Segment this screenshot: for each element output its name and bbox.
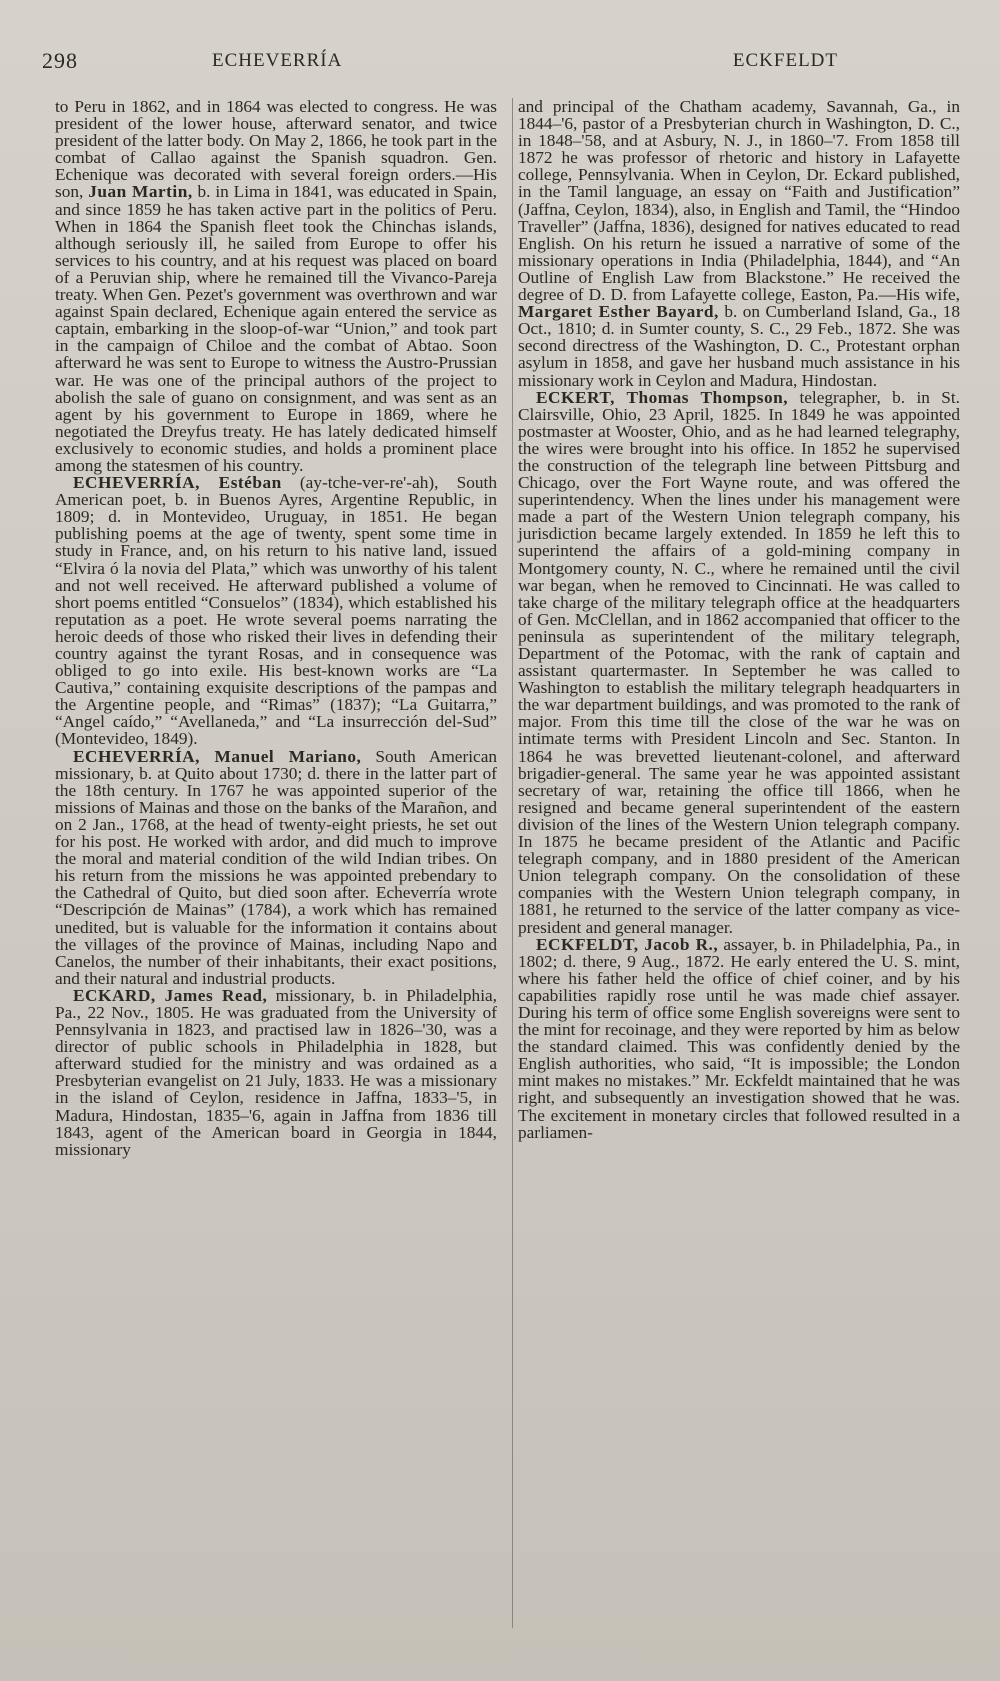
entry-text: to Peru in 1862, and in 1864 was elected to congress. He was president of the lower house, afterward senator, and twice president of the latter body. On May 2, 1866, he took part in the combat of Callao against the Spanish squadron. Gen. Echenique was decorated with several foreign orders.—His son, — [55, 97, 497, 202]
entry-echenique-continued — [55, 98, 497, 474]
entry-eckert-thomas-thompson — [518, 389, 960, 936]
entry-eckard-james-read — [55, 987, 497, 1158]
entry-headword: ECHEVERRÍA, Manuel Mariano, — [73, 746, 362, 766]
right-column — [518, 98, 960, 1141]
running-header — [42, 48, 958, 78]
entry-text: telegrapher, b. in St. Clairsville, Ohio, 23 April, 1825. In 1849 he was appointed postmaster at Wooster, Ohio, and as he had learned telegraphy, the wires were brought into his office. In 1852 he supervised the construction of the telegraph line between Pittsburg and Chicago, over the Fort Wayne route, and was offered the superintendency. When the lines under his management were made a part of the Western Union telegraph company, his jurisdiction became largely extended. In 1859 he left this to superintend the affairs of a gold-mining company in Montgomery county, N. C., where he remained until the civil war began, when he removed to Cincinnati. He was called to take charge of the military telegraph office at the headquarters of Gen. McClellan, and in 1862 accompanied that officer to the peninsula as superintendent of the military telegraph, Department of the Potomac, with the rank of captain and assistant quartermaster. In September he was called to Washington to establish the military telegraph headquarters in the war department buildings, and was promoted to the rank of major. From this time till the close of the war he was on intimate terms with President Lincoln and Sec. Stanton. In 1864 he was brevetted lieutenant-colonel, and afterward brigadier-general. The same year he was appointed assistant secretary of war, retaining the office till 1866, when he resigned and became general superintendent of the eastern division of the lines of the Western Union telegraph company. In 1875 he became president of the Atlantic and Pacific telegraph company, and in 1880 president of the American Union telegraph company. On the consolidation of these companies with the Western Union telegraph company, in 1881, he returned to the service of the latter company as vice-president and general manager. — [518, 387, 960, 937]
entry-headword: Juan Martin, — [88, 182, 193, 202]
entry-headword: ECKFELDT, Jacob R., — [536, 934, 719, 954]
entry-text: assayer, b. in Philadelphia, Pa., in 1802; d. there, 9 Aug., 1872. He early entered the U. S. mint, where his father held the office of chief coiner, and by his capabilities rapidly rose until he was made chief assayer. During his term of office some English sovereigns were sent to the mint for recoinage, and they were reported by him as below the standard claimed. This was confidently denied by the English authorities, who said, “It is impossible; the London mint makes no mistakes.” Mr. Eckfeldt maintained that he was right, and subsequently an investigation showed that he was. The excitement in monetary circles that followed resulted in a parliamen- — [518, 934, 960, 1142]
running-head-left: ECHEVERRÍA — [212, 50, 343, 71]
entry-headword: ECKARD, James Read, — [73, 985, 268, 1005]
entry-echeverria-esteban — [55, 474, 497, 748]
running-head-right: ECKFELDT — [732, 50, 838, 71]
entry-eckard-continued — [518, 98, 960, 389]
entry-headword: ECHEVERRÍA, Estéban — [73, 473, 282, 493]
left-column — [55, 98, 497, 1158]
entry-text: b. on Cumberland Island, Ga., 18 Oct., 1810; d. in Sumter county, S. C., 29 Feb., 1872. She was second directress of the Washington, D. C., Protestant orphan asylum in 1858, and gave her husband much assistance in his missionary work in Ceylon and Madura, Hindostan. — [518, 302, 960, 390]
entry-echeverria-manuel-mariano — [55, 748, 497, 987]
entry-headword: Margaret Esther Bayard, — [518, 302, 719, 322]
entry-text: (ay-tche-ver-re'-ah), South American poet, b. in Buenos Ayres, Argentine Republic, in 1809; d. in Montevideo, Uruguay, in 1851. He began publishing poems at the age of twenty, spent some time in study in France, and, on his return to his native land, issued “Elvira ó la novia del Plata,” which was unworthy of his talent and not well received. He afterward published a volume of short poems entitled “Consuelos” (1834), which established his reputation as a poet. He wrote several poems narrating the heroic deeds of those who risked their lives in defending their country against the tyrant Rosas, and in consequence was obliged to go into exile. His best-known works are “La Cautiva,” containing exquisite descriptions of the pampas and the Argentine people, and “Rimas” (1837); “La Guitarra,” “Angel caído,” “Avellaneda,” and “La insurrección del-Sud” (Montevideo, 1849). — [55, 473, 497, 749]
entry-eckfeldt-jacob — [518, 936, 960, 1141]
entry-headword: ECKERT, Thomas Thompson, — [536, 387, 789, 407]
entry-text: missionary, b. in Philadelphia, Pa., 22 Nov., 1805. He was graduated from the University of Pennsylvania in 1823, and practised law in 1826–'30, was a director of public schools in Philadelphia in 1828, but afterward studied for the ministry and was ordained as a Presbyterian evangelist on 21 July, 1833. He was a missionary in the island of Ceylon, residence in Jaffna, 1833–'5, in Madura, Hindostan, 1835–'6, again in Jaffna from 1836 till 1843, agent of the American board in Georgia in 1844, missionary — [55, 985, 497, 1159]
entry-text: b. in Lima in 1841, was educated in Spain, and since 1859 he has taken active part in the politics of Peru. When in 1864 the Spanish fleet took the Chinchas islands, although seriously ill, he sailed from Europe to offer his services to his country, and at his request was placed on board of a Peruvian ship, where he remained till the Vivanco-Pareja treaty. When Gen. Pezet's government was overthrown and war against Spain declared, Echenique again entered the service as captain, embarking in the sloop-of-war “Union,” and took part in the campaign of Chiloe and the combat of Abtao. Soon afterward he was sent to Europe to witness the Austro-Prussian war. He was one of the principal authors of the project to abolish the sale of guano on consignment, and was sent as an agent by his government to Europe in 1869, where he negotiated the Dreyfus treaty. He has lately dedicated himself exclusively to economic studies, and holds a prominent place among the statesmen of his country. — [55, 182, 497, 475]
page-number: 298 — [42, 48, 78, 73]
column-divider — [512, 98, 513, 1628]
entry-text: South American missionary, b. at Quito about 1730; d. there in the latter part of the 18th century. In 1767 he was appointed superior of the missions of Mainas and those on the banks of the Marañon, and on 2 Jan., 1768, at the head of twenty-eight priests, he set out for his post. He worked with ardor, and did much to improve the moral and material condition of the wild Indian tribes. On his return from the missions he was appointed prebendary to the Cathedral of Quito, but died soon after. Echeverría wrote “Descripción de Mainas” (1784), a work which has remained unedited, but is valuable for the information it contains about the villages of the province of Mainas, including Napo and Canelos, the number of their inhabitants, their exact positions, and their natural and industrial products. — [55, 746, 498, 988]
entry-text: and principal of the Chatham academy, Savannah, Ga., in 1844–'6, pastor of a Presbyterian church in Washington, D. C., in 1848–'58, and at Asbury, N. J., in 1860–'7. From 1858 till 1872 he was professor of rhetoric and history in Lafayette college, Pennsylvania. When in Ceylon, Dr. Eckard published, in the Tamil language, an essay on “Faith and Justification” (Jaffna, Ceylon, 1834), also, in English and Tamil, the “Hindoo Traveller” (Jaffna, 1836), designed for natives educated to read English. On his return he issued a narrative of some of the missionary operations in India (Philadelphia, 1844), and “An Outline of English Law from Blackstone.” He received the degree of D. D. from Lafayette college, Easton, Pa.—His wife, — [518, 97, 960, 305]
